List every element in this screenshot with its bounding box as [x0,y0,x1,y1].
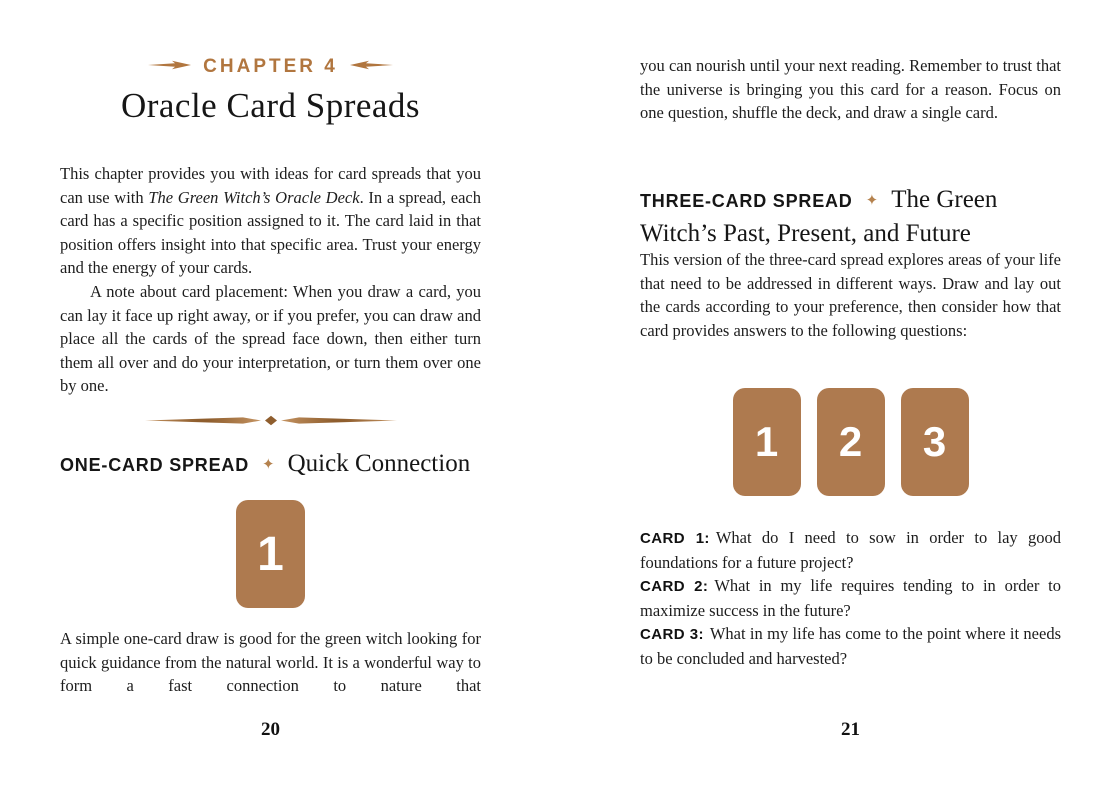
book-title-italic: The Green Witch’s Oracle Deck [148,187,360,207]
divider-icon [60,414,481,432]
card-question-text: What in my life has come to the point where it needs to be concluded and harvested? [640,624,1061,668]
page-number-right: 21 [841,719,860,740]
section-title: The Green [891,186,998,213]
section-heading-one-card [60,448,481,482]
paragraph-three-card: This version of the three-card spread explores areas of your life that need to be addressed in different ways. Draw and lay out the cards according to your preference, then consider how that card provides answers to the following questions: [640,250,1061,340]
section-title: Witch’s Past, Present, and Future [640,220,971,247]
section-label: THREE-CARD SPREAD [640,191,853,211]
card-question-label: CARD 1: [640,530,710,547]
chapter-arrow-left-icon [148,59,192,71]
paragraph-text: This chapter provides you with ideas for card spreads that you can use with [60,164,481,207]
sparkle-icon: ✦ [865,191,879,209]
paragraph-continuation: you can nourish until your next reading. Remember to trust that the universe is bringing you this card for a reason. Focus on one question, shuffle the deck, and draw a single card. [640,56,1061,122]
card-question [640,622,1061,670]
page-left [60,0,481,800]
three-card-row [640,388,1061,496]
page-title: Oracle Card Spreads [120,86,421,125]
card-number: 3 [922,418,947,465]
card-question [640,574,1061,622]
card-question-text: What in my life requires tending to in order to maximize success in the future? [640,576,1061,620]
card-questions-list [640,526,1061,670]
paragraph-note: A note about card placement: When you draw a card, you can lay it face up right away, or if you prefer, you can draw and place all the cards of the spread face down, then either turn them all over and do your interpretation, or turn them over one by one. [60,282,481,395]
card-question [640,526,1061,574]
paragraph-one-card: A simple one-card draw is good for the green witch looking for quick guidance from the natural world. It is a wonderful way to form a fast connection to nature that [60,629,481,695]
card-question-label: CARD 2: [640,578,709,595]
oracle-card-3 [901,388,969,496]
oracle-card-1 [236,500,305,608]
card-number: 2 [838,418,863,465]
section-title: Quick Connection [287,450,471,477]
card-question-text: What do I need to sow in order to lay good foundations for a future project? [640,528,1062,572]
page-right [640,0,1061,800]
chapter-arrow-right-icon [349,59,393,71]
chapter-heading [60,56,481,78]
page-number-left: 20 [261,719,280,740]
paragraph-intro [60,162,481,280]
oracle-card-1 [733,388,801,496]
sparkle-icon: ✦ [262,455,275,473]
section-label: ONE-CARD SPREAD [60,455,250,475]
paragraph-text: . In a spread, each card has a specific position assigned to it. The card laid in that position offers insight into that specific area. Trust your energy and the energy of your cards. [60,187,481,277]
section-heading-three-card [640,184,1061,250]
oracle-card-2 [817,388,885,496]
card-number: 1 [754,418,779,465]
card-number: 1 [257,527,284,581]
chapter-label: CHAPTER 4 [203,56,338,77]
card-question-label: CARD 3: [640,626,704,643]
